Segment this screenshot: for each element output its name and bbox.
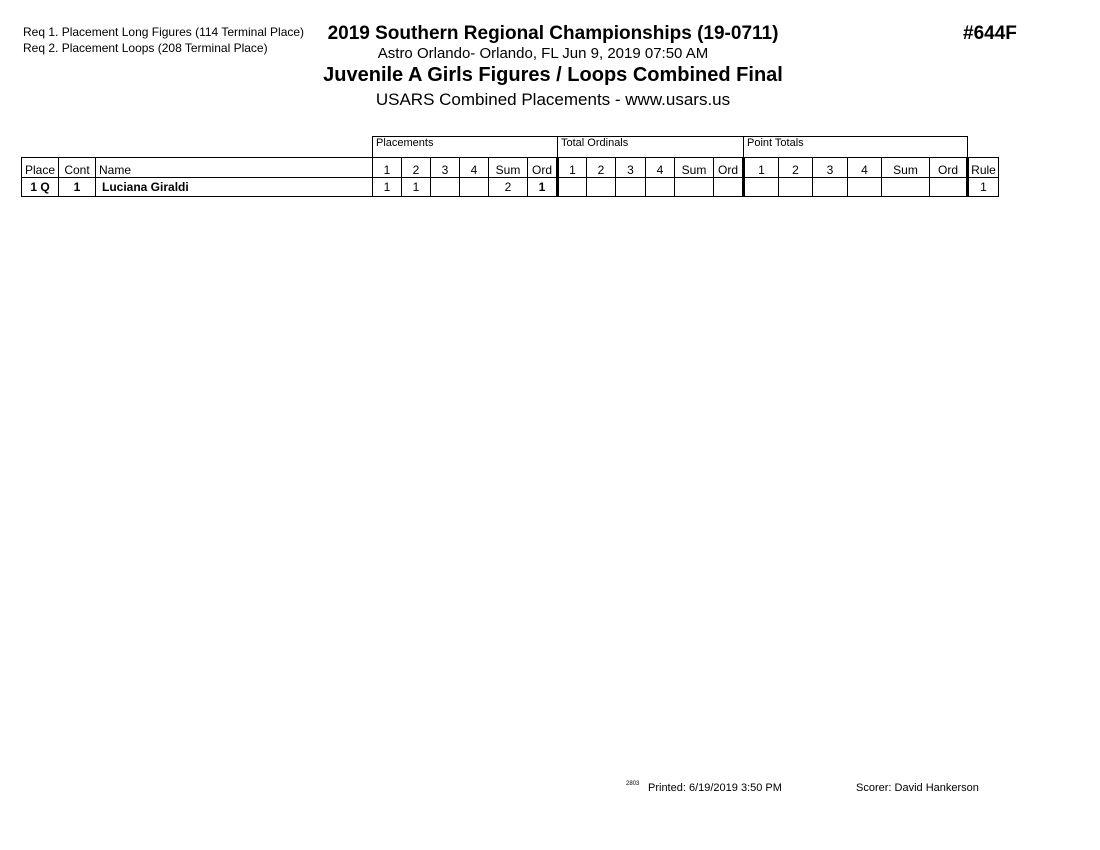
row-ordinals-1 — [558, 178, 587, 197]
col-cont: Cont — [59, 158, 96, 178]
row-ordinals-sum — [675, 178, 714, 197]
row-points-sum — [882, 178, 930, 197]
row-rule: 1 — [968, 178, 999, 197]
row-ordinals-ord — [714, 178, 744, 197]
col-placements-3: 3 — [431, 158, 460, 178]
table-row — [22, 178, 999, 197]
championship-title: 2019 Southern Regional Championships (19-0711) — [327, 23, 779, 44]
event-subtitle: USARS Combined Placements - www.usars.us — [375, 90, 731, 109]
group-header-row — [22, 137, 999, 158]
col-ordinals-1: 1 — [558, 158, 587, 178]
column-header-row — [22, 158, 999, 178]
col-ordinals-sum: Sum — [675, 158, 714, 178]
col-points-sum: Sum — [882, 158, 930, 178]
col-rule: Rule — [968, 158, 999, 178]
row-points-3 — [813, 178, 848, 197]
group-total-ordinals: Total Ordinals — [558, 137, 744, 158]
results-table — [21, 136, 999, 197]
col-points-4: 4 — [848, 158, 882, 178]
row-place: 1 Q — [22, 178, 59, 197]
col-points-ord: Ord — [930, 158, 968, 178]
col-ordinals-4: 4 — [646, 158, 675, 178]
row-points-2 — [779, 178, 813, 197]
row-placements-3 — [431, 178, 460, 197]
row-ordinals-3 — [616, 178, 646, 197]
row-cont: 1 — [59, 178, 96, 197]
col-placements-2: 2 — [402, 158, 431, 178]
row-skater-name: Luciana Giraldi — [96, 178, 373, 197]
col-name: Name — [96, 158, 373, 178]
col-place: Place — [22, 158, 59, 178]
row-ordinals-2 — [587, 178, 616, 197]
footer-mark: 2803 — [626, 781, 640, 787]
venue-date: Astro Orlando- Orlando, FL Jun 9, 2019 07:50 AM — [377, 45, 709, 62]
group-point-totals: Point Totals — [744, 137, 968, 158]
scorer-name: Scorer: David Hankerson — [856, 782, 979, 794]
row-placements-sum: 2 — [489, 178, 528, 197]
col-ordinals-3: 3 — [616, 158, 646, 178]
event-number: #644F — [963, 23, 1017, 44]
col-placements-4: 4 — [460, 158, 489, 178]
col-ordinals-2: 2 — [587, 158, 616, 178]
requirement-2: Req 2. Placement Loops (208 Terminal Place) — [23, 41, 268, 55]
row-ordinals-4 — [646, 178, 675, 197]
requirement-1: Req 1. Placement Long Figures (114 Terminal Place) — [23, 25, 305, 39]
group-placements: Placements — [373, 137, 558, 158]
col-placements-ord: Ord — [528, 158, 558, 178]
row-placements-2: 1 — [402, 178, 431, 197]
col-points-3: 3 — [813, 158, 848, 178]
row-points-1 — [744, 178, 779, 197]
col-placements-1: 1 — [373, 158, 402, 178]
row-placements-ord: 1 — [528, 178, 558, 197]
printed-timestamp: Printed: 6/19/2019 3:50 PM — [648, 782, 782, 794]
row-placements-4 — [460, 178, 489, 197]
col-points-2: 2 — [779, 158, 813, 178]
row-points-ord — [930, 178, 968, 197]
row-placements-1: 1 — [373, 178, 402, 197]
row-points-4 — [848, 178, 882, 197]
col-placements-sum: Sum — [489, 158, 528, 178]
col-points-1: 1 — [744, 158, 779, 178]
col-ordinals-ord: Ord — [714, 158, 744, 178]
event-title: Juvenile A Girls Figures / Loops Combined Final — [323, 64, 783, 86]
